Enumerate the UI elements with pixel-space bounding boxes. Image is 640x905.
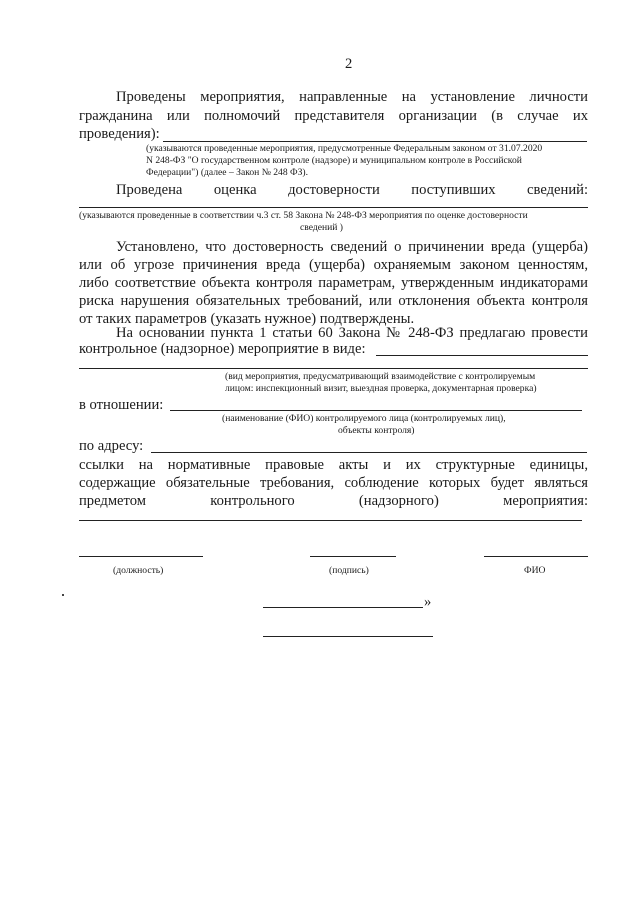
note2-line2: сведений )	[300, 222, 343, 233]
event-type-blank-line-2	[79, 368, 588, 369]
p4-line1: На основании пункта 1 статьи 60 Закона № 248-ФЗ предлагаю провести	[116, 325, 588, 341]
p5-line1: ссылки на нормативные правовые акты и их структурные единицы,	[79, 457, 588, 473]
second-blank-line	[263, 636, 433, 637]
position-label: (должность)	[113, 565, 164, 576]
p3-line3: либо соответствие объекта контроля параметрам, утвержденным индикаторами	[79, 275, 588, 291]
relation-label: в отношении:	[79, 397, 164, 413]
date-line	[263, 607, 423, 608]
page-number: 2	[345, 56, 353, 72]
measures-blank-line	[163, 141, 587, 142]
note4-line1: (наименование (ФИО) контролируемого лица (контролируемых лиц),	[222, 413, 506, 424]
p5-line3: предметом контрольного (надзорного) мероприятия:	[79, 493, 588, 509]
assessment-blank-line	[79, 207, 588, 208]
note3-line2: лицом: инспекционный визит, выездная проверка, документарная проверка)	[225, 383, 537, 394]
note1-line1: (указываются проведенные мероприятия, предусмотренные Федеральным законом от 31.07.2020	[146, 143, 543, 154]
address-label: по адресу:	[79, 438, 144, 454]
p3-line2: или об угрозе причинения вреда (ущерба) охраняемым законом ценностям,	[79, 257, 588, 273]
p3-line5: от таких параметров (указать нужное) подтверждены.	[79, 311, 415, 327]
address-blank-line	[151, 452, 587, 453]
p1-line1: Проведены мероприятия, направленные на установление личности	[116, 89, 588, 105]
p1-line2: гражданина или полномочий представителя организации (в случае их	[79, 108, 588, 124]
note3-line1: (вид мероприятия, предусматривающий взаимодействие с контролируемым	[225, 371, 536, 382]
signature-label: (подпись)	[329, 565, 369, 576]
p5-line2: содержащие обязательные требования, соблюдение которых будет являться	[79, 475, 588, 491]
note4-line2: объекты контроля)	[338, 425, 415, 436]
date-closing-quote: »	[424, 594, 432, 610]
position-line	[79, 556, 203, 557]
name-line	[484, 556, 588, 557]
p3-line4: риска нарушения обязательных требований, или отклонения объекта контроля	[79, 293, 588, 309]
note1-line2: N 248-ФЗ "О государственном контроле (надзоре) и муниципальном контроле в Российской	[146, 155, 522, 166]
note1-line3: Федерации") (далее – Закон № 248 ФЗ).	[146, 167, 309, 178]
p1-line3: проведения):	[79, 126, 160, 142]
name-label: ФИО	[524, 565, 546, 576]
legal-acts-blank-line	[79, 520, 582, 521]
note2-line1: (указываются проведенные в соответствии ч.3 ст. 58 Закона № 248-ФЗ мероприятия по оценке достоверности	[79, 210, 528, 221]
scan-speck	[62, 594, 64, 596]
signature-line	[310, 556, 396, 557]
relation-blank-line	[170, 410, 582, 411]
p4-line2: контрольное (надзорное) мероприятие в виде:	[79, 341, 366, 357]
p2-line1: Проведена оценка достоверности поступивших сведений:	[116, 182, 588, 198]
p3-line1: Установлено, что достоверность сведений о причинении вреда (ущерба)	[116, 239, 588, 255]
event-type-blank-line	[376, 355, 588, 356]
